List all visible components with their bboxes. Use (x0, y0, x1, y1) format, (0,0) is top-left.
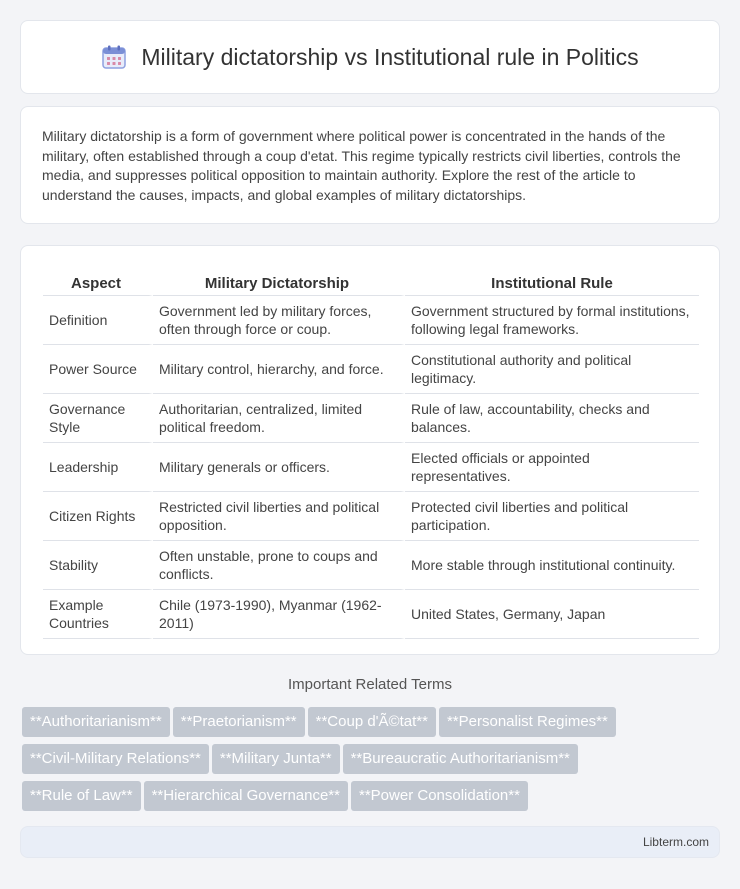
page-title: Military dictatorship vs Institutional rule in Politics (141, 43, 639, 70)
related-term-tag[interactable]: **Personalist Regimes** (439, 707, 616, 737)
comparison-card (20, 245, 720, 655)
related-term-tag[interactable]: **Civil-Military Relations** (22, 744, 209, 774)
footer (20, 826, 720, 858)
table-cell: Military generals or officers. (153, 443, 405, 492)
table-row (43, 443, 699, 492)
column-header-military: Military Dictatorship (153, 266, 405, 296)
table-cell: Definition (43, 296, 153, 345)
related-term-tag[interactable]: **Praetorianism** (173, 707, 305, 737)
table-cell: Leadership (43, 443, 153, 492)
table-cell: Stability (43, 541, 153, 590)
table-cell: Governance Style (43, 394, 153, 443)
related-term-tag[interactable]: **Military Junta** (212, 744, 340, 774)
table-cell: Government led by military forces, often through force or coup. (153, 296, 405, 345)
intro-text: Military dictatorship is a form of government where political power is concentrated in the hands of the military, often established through a coup d'etat. This regime typically restricts civil liberties, controls the media, and suppresses political opposition to maintain authority. Explore the rest of the article to understand the causes, impacts, and global examples of military dictatorships. (42, 128, 681, 203)
intro-card (20, 106, 720, 224)
related-terms-list (22, 707, 702, 818)
table-row (43, 590, 699, 639)
table-cell: Military control, hierarchy, and force. (153, 345, 405, 394)
table-cell: Constitutional authority and political legitimacy. (405, 345, 699, 394)
table-cell: United States, Germany, Japan (405, 590, 699, 639)
table-row (43, 345, 699, 394)
table-cell: Protected civil liberties and political participation. (405, 492, 699, 541)
footer-site-link[interactable]: Libterm.com (642, 835, 709, 849)
table-cell: Chile (1973-1990), Myanmar (1962-2011) (153, 590, 405, 639)
table-cell: Often unstable, prone to coups and conflicts. (153, 541, 405, 590)
column-header-aspect: Aspect (43, 266, 153, 296)
table-header-row (43, 266, 699, 296)
header-card (20, 20, 720, 94)
related-terms-heading: Important Related Terms (288, 676, 452, 693)
table-cell: More stable through institutional continuity. (405, 541, 699, 590)
table-row (43, 296, 699, 345)
table-cell: Example Countries (43, 590, 153, 639)
related-term-tag[interactable]: **Coup d'Ã©tat** (308, 707, 436, 737)
table-row (43, 541, 699, 590)
table-row (43, 492, 699, 541)
related-term-tag[interactable]: **Authoritarianism** (22, 707, 170, 737)
table-cell: Power Source (43, 345, 153, 394)
table-cell: Citizen Rights (43, 492, 153, 541)
related-term-tag[interactable]: **Power Consolidation** (351, 781, 528, 811)
table-cell: Authoritarian, centralized, limited political freedom. (153, 394, 405, 443)
calendar-icon (101, 44, 127, 70)
table-cell: Restricted civil liberties and political opposition. (153, 492, 405, 541)
table-row (43, 394, 699, 443)
related-term-tag[interactable]: **Hierarchical Governance** (144, 781, 348, 811)
table-cell: Rule of law, accountability, checks and balances. (405, 394, 699, 443)
table-cell: Elected officials or appointed representatives. (405, 443, 699, 492)
related-term-tag[interactable]: **Bureaucratic Authoritarianism** (343, 744, 578, 774)
table-cell: Government structured by formal institutions, following legal frameworks. (405, 296, 699, 345)
related-term-tag[interactable]: **Rule of Law** (22, 781, 141, 811)
column-header-institutional: Institutional Rule (405, 266, 699, 296)
comparison-table (43, 266, 699, 639)
